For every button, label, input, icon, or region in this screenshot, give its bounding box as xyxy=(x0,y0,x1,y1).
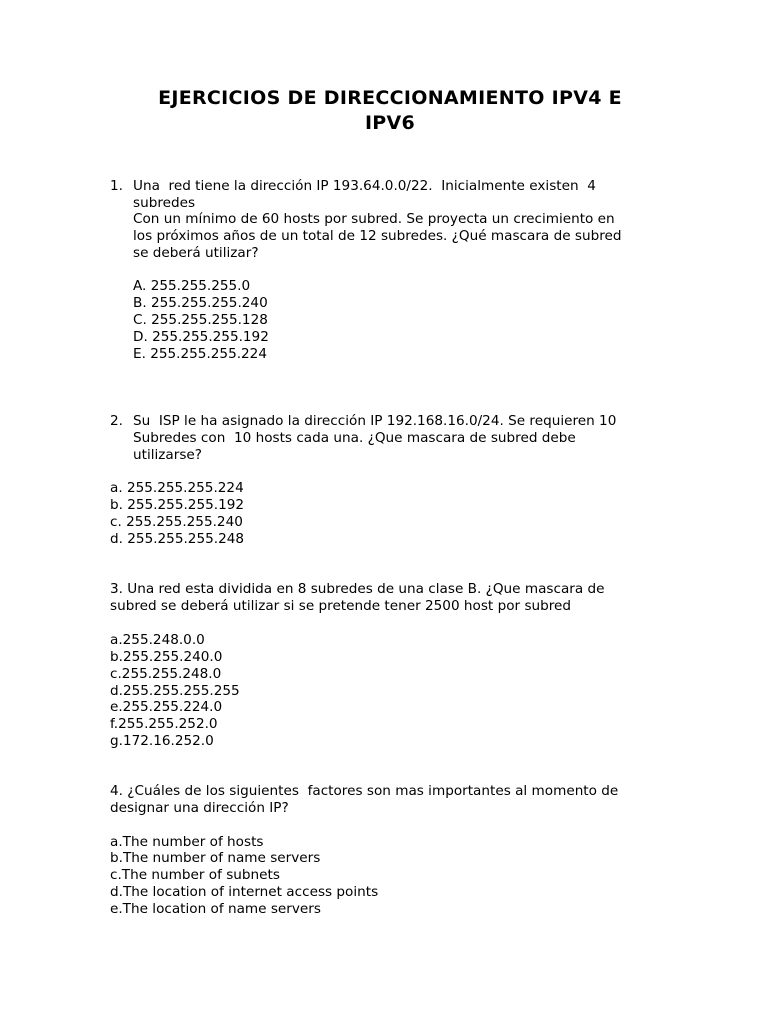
question-1-line: se deberá utilizar? xyxy=(133,245,259,261)
question-3-option: b.255.255.240.0 xyxy=(110,649,223,665)
question-1-line: Con un mínimo de 60 hosts por subred. Se proyecta un crecimiento en xyxy=(133,211,615,227)
question-2-option: d. 255.255.255.248 xyxy=(110,531,245,547)
question-2-option: b. 255.255.255.192 xyxy=(110,497,245,513)
question-3-option: e.255.255.224.0 xyxy=(110,699,223,715)
question-3-option: g.172.16.252.0 xyxy=(110,733,214,749)
question-4-line: designar una dirección IP? xyxy=(110,800,289,816)
question-1-option: E. 255.255.255.224 xyxy=(133,346,267,362)
title-line-2: IPV6 xyxy=(364,112,416,134)
question-1-option: D. 255.255.255.192 xyxy=(133,329,269,345)
title-line-1: EJERCICIOS DE DIRECCIONAMIENTO IPV4 E xyxy=(158,87,622,109)
question-4-option: c.The number of subnets xyxy=(110,867,280,883)
document-title xyxy=(110,86,670,136)
question-2-line: Subredes con 10 hosts cada una. ¿Que mascara de subred debe xyxy=(133,430,576,446)
question-4-option: b.The number of name servers xyxy=(110,850,321,866)
question-4-option: d.The location of internet access points xyxy=(110,884,379,900)
question-2-option: a. 255.255.255.224 xyxy=(110,480,244,496)
question-1-option: C. 255.255.255.128 xyxy=(133,312,268,328)
question-4-option: e.The location of name servers xyxy=(110,901,321,917)
question-1-option: B. 255.255.255.240 xyxy=(133,295,268,311)
question-3-line: 3. Una red esta dividida en 8 subredes de una clase B. ¿Que mascara de xyxy=(110,581,605,597)
question-4-line: 4. ¿Cuáles de los siguientes factores son mas importantes al momento de xyxy=(110,783,619,799)
question-1-line: los próximos años de un total de 12 subredes. ¿Qué mascara de subred xyxy=(133,228,622,244)
question-4-option: a.The number of hosts xyxy=(110,834,264,850)
question-3-option: f.255.255.252.0 xyxy=(110,716,218,732)
question-1-option: A. 255.255.255.0 xyxy=(133,278,251,294)
question-1-line: subredes xyxy=(133,195,196,211)
question-3-option: a.255.248.0.0 xyxy=(110,632,205,648)
question-2-number: 2. xyxy=(110,413,123,429)
question-2-line: utilizarse? xyxy=(133,447,202,463)
question-3-option: d.255.255.255.255 xyxy=(110,683,240,699)
question-1-number: 1. xyxy=(110,178,123,194)
question-2-option: c. 255.255.255.240 xyxy=(110,514,243,530)
question-2-line: Su ISP le ha asignado la dirección IP 192.168.16.0/24. Se requieren 10 xyxy=(133,413,617,429)
question-3-option: c.255.255.248.0 xyxy=(110,666,222,682)
question-3-line: subred se deberá utilizar si se pretende tener 2500 host por subred xyxy=(110,598,572,614)
question-1-line: Una red tiene la dirección IP 193.64.0.0/22. Inicialmente existen 4 xyxy=(133,178,596,194)
